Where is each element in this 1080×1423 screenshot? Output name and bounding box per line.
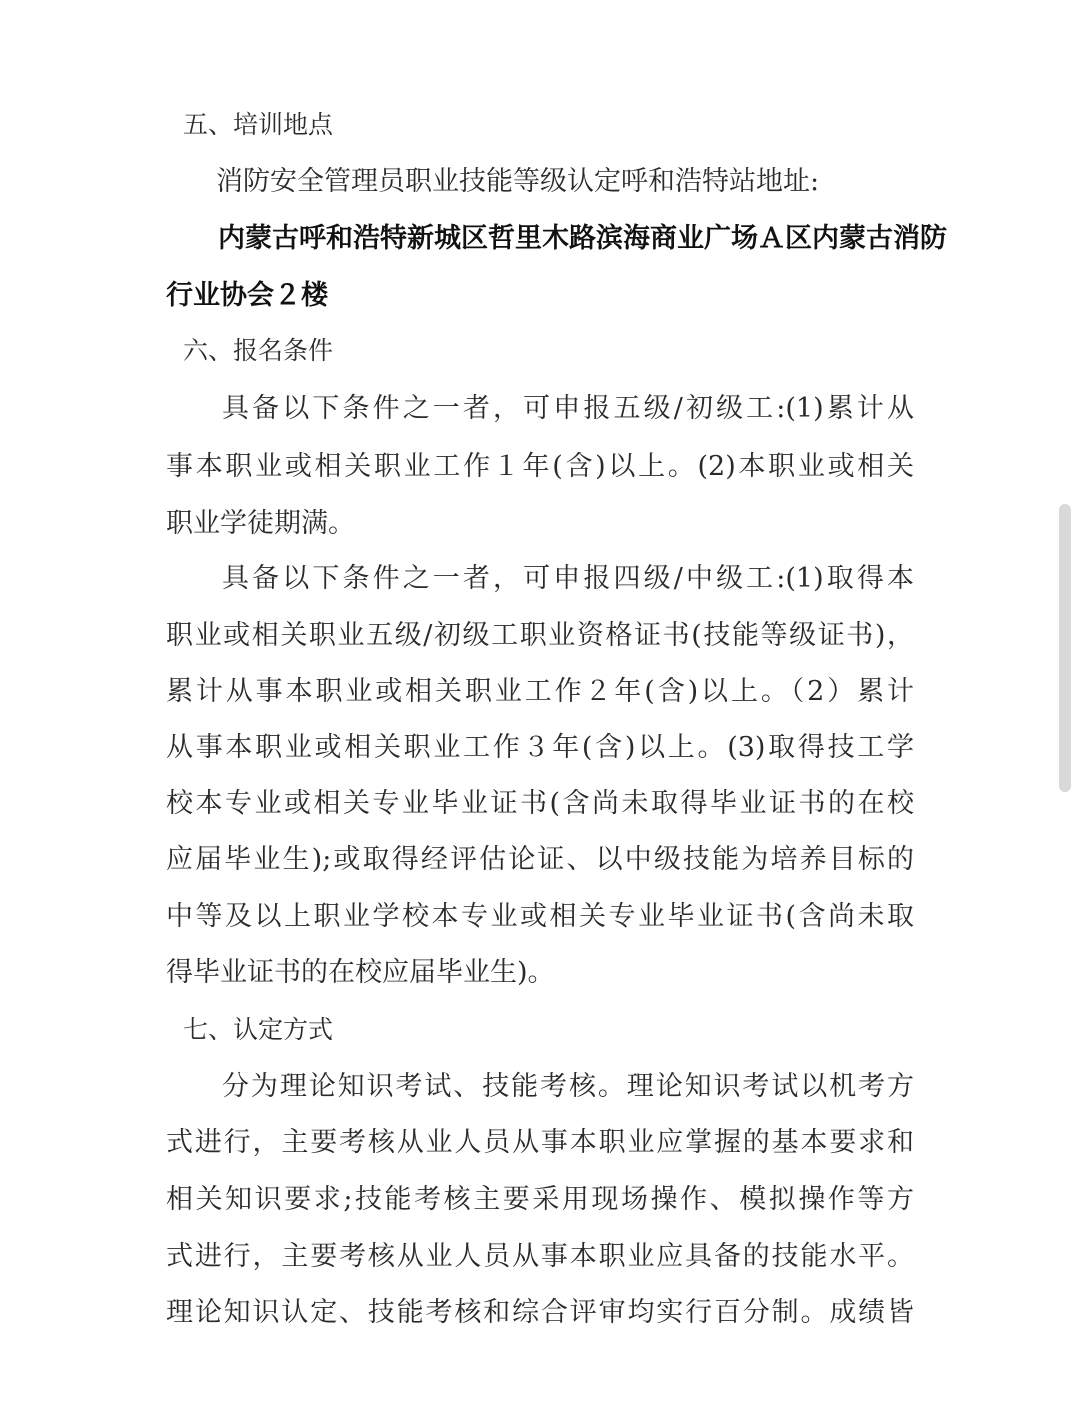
vertical-scrollbar-thumb[interactable]	[1059, 504, 1071, 792]
section-5-address-line-2: 行业协会２楼	[166, 280, 328, 311]
section-5-heading: 五、培训地点	[183, 110, 334, 139]
section-6-heading: 六、报名条件	[183, 336, 334, 365]
section-6-p2-line-3: 累计从事本职业或相关职业工作２年(含)以上。（2）累计	[166, 676, 914, 707]
section-6-p2-line-6: 应届毕业生);或取得经评估论证、以中级技能为培养目标的	[166, 844, 914, 875]
section-5-intro: 消防安全管理员职业技能等级认定呼和浩特站地址:	[216, 166, 820, 197]
section-6-p2-line-4: 从事本职业或相关职业工作３年(含)以上。(3)取得技工学	[166, 732, 914, 763]
section-6-p1-line-3: 职业学徒期满。	[166, 508, 355, 539]
section-7-line-1: 分为理论知识考试、技能考核。理论知识考试以机考方	[222, 1071, 914, 1102]
section-7-line-5: 理论知识认定、技能考核和综合评审均实行百分制。成绩皆	[166, 1297, 914, 1328]
section-6-p2-line-7: 中等及以上职业学校本专业或相关专业毕业证书(含尚未取	[166, 901, 914, 932]
section-6-p1-line-2: 事本职业或相关职业工作１年(含)以上。(2)本职业或相关	[166, 451, 914, 482]
section-7-heading: 七、认定方式	[183, 1015, 334, 1044]
section-6-p2-line-5: 校本专业或相关专业毕业证书(含尚未取得毕业证书的在校	[166, 788, 914, 819]
section-6-p2-line-2: 职业或相关职业五级/初级工职业资格证书(技能等级证书)，	[166, 620, 914, 651]
section-7-line-4: 式进行，主要考核从业人员从事本职业应具备的技能水平。	[166, 1241, 914, 1272]
section-7-line-2: 式进行，主要考核从业人员从事本职业应掌握的基本要求和	[166, 1127, 914, 1158]
section-6-p1-line-1: 具备以下条件之一者，可申报五级/初级工:(1)累计从	[222, 393, 914, 424]
section-6-p2-line-1: 具备以下条件之一者，可申报四级/中级工:(1)取得本	[222, 563, 914, 594]
section-5-address-line-1: 内蒙古呼和浩特新城区哲里木路滨海商业广场Ａ区内蒙古消防	[218, 223, 947, 254]
section-7-line-3: 相关知识要求;技能考核主要采用现场操作、模拟操作等方	[166, 1184, 914, 1215]
section-6-p2-line-8: 得毕业证书的在校应届毕业生)。	[166, 957, 555, 988]
